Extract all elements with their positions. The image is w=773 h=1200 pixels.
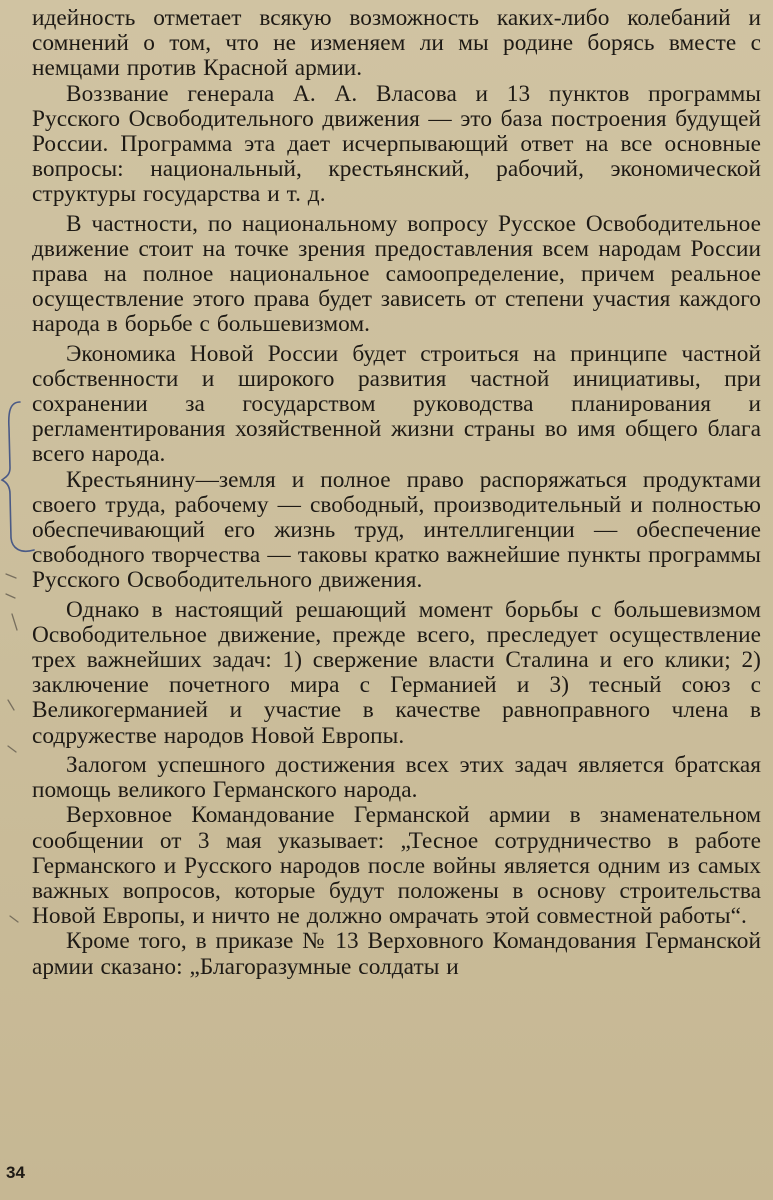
paragraph-peasants-workers: Крестьянину—земля и полное право распоряжаться продуктами своего труда, рабочему — свободный, производительный и полностью обеспечивающий его жизнь труд, интеллигенции — обеспечение свободного творчества — таковы кратко важнейшие пункты программы Русского Освободительного движения. — [32, 466, 761, 594]
page-text — [32, 6, 761, 980]
paragraph-order-13: Кроме того, в приказе № 13 Верховного Командования Германской армии сказано: „Благоразумные солдаты и — [32, 928, 761, 980]
paragraph-continuation: идейность отметает всякую возможность каких-либо колебаний и сомнений о том, что не изменяем ли мы родине борясь вместе с немцами против Красной армии. — [32, 5, 761, 82]
paragraph-pledge: Залогом успешного достижения всех этих задач является братская помощь великого Германского народа. — [32, 751, 761, 804]
margin-pencil-ticks — [2, 570, 22, 930]
paragraph-economy: Экономика Новой России будет строиться на принципе частной собственности и широкого развития частной инициативы, при сохранении за государством руководства планирования и регламентирования хозяйственной жизни страны во имя общего блага всего народа. — [32, 340, 761, 468]
paragraph-high-command: Верховное Командование Германской армии в знаменательном сообщении от 3 мая указывает: „Тесное сотрудничество в работе Германского и Русского народов после войны является одним из самых важных вопросов, которые будут положены в основу строительства Новой Европы, и ничто не должно омрачать этой совместной работы“. — [32, 802, 761, 930]
paragraph-vlasov-appeal: Воззвание генерала А. А. Власова и 13 пунктов программы Русского Освободительного движения — это база построения будущей России. Программа эта дает исчерпывающий ответ на все основные вопросы: национальный, крестьянский, рабочий, экономической структуры государства и т. д. — [32, 80, 761, 208]
paragraph-three-tasks: Однако в настоящий решающий момент борьбы с большевизмом Освободительное движение, прежде всего, преследует осуществление трех важнейших задач: 1) свержение власти Сталина и его клики; 2) заключение почетного мира с Германией и 3) тесный союз с Великогерманией и участие в качестве равноправного члена в содружестве народов Новой Европы. — [32, 596, 761, 749]
margin-bracket-pen-mark — [0, 398, 40, 558]
paragraph-national-question: В частности, по национальному вопросу Русское Освободительное движение стоит на точке зрения предоставления всем народам России права на полное национальное самоопределение, причем реальное осуществление этого права будет зависеть от степени участия каждого народа в борьбе с большевизмом. — [32, 210, 761, 338]
page-number: 34 — [6, 1163, 25, 1182]
